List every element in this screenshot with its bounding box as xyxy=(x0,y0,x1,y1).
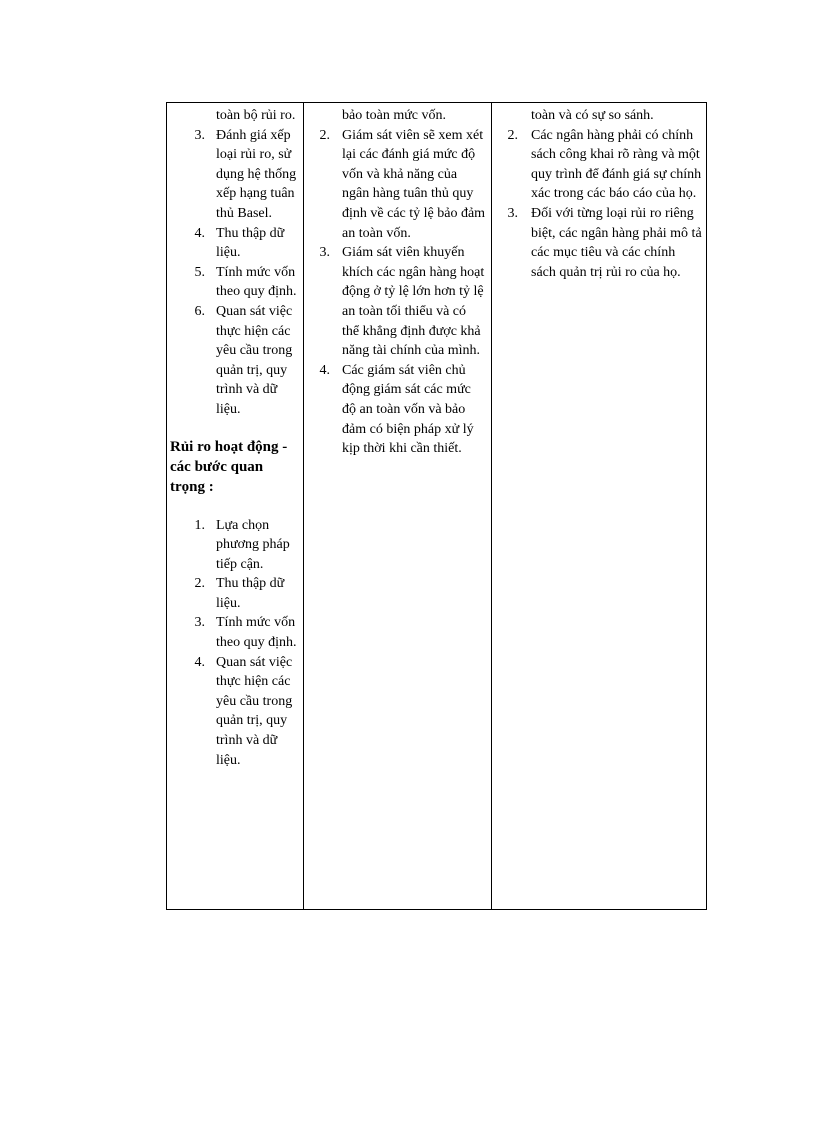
column-2-cell xyxy=(304,103,492,910)
list-item: 5. Tính mức vốn theo quy định. xyxy=(194,264,297,300)
list-item: 2. Giám sát viên sẽ xem xét lại các đánh giá mức độ vốn và khả năng của ngân hàng tuân thủ quy định về các tỷ lệ bảo đảm an toàn vốn. xyxy=(319,127,486,241)
list-item: 3. Giám sát viên khuyến khích các ngân hàng hoạt động ở tỷ lệ lớn hơn tỷ lệ an toàn tối thiểu và có thể khẳng định được khả năng tài chính của mình. xyxy=(319,245,485,359)
list-item: 3. Đối với từng loại rủi ro riêng biệt, các ngân hàng phải mô tả các mục tiêu và các chính sách quản trị rủi ro của họ. xyxy=(507,205,702,280)
list-item: 6. Quan sát việc thực hiện các yêu cầu trong quản trị, quy trình và dữ liệu. xyxy=(194,303,293,417)
list-item: 3. Tính mức vốn theo quy định. xyxy=(194,615,297,651)
list-item: 4. Thu thập dữ liệu. xyxy=(194,225,285,261)
list-item: 2. Các ngân hàng phải có chính sách công khai rõ ràng và một quy trình để đánh giá sự chính xác trong các báo cáo của họ. xyxy=(507,127,702,202)
continued-text: toàn và có sự so sánh. xyxy=(531,108,654,123)
list-item: 2. Thu thập dữ liệu. xyxy=(194,576,285,611)
continued-text: bảo toàn mức vốn. xyxy=(342,108,447,123)
operational-risk-heading: Rủi ro hoạt động - các bước quan trọng : xyxy=(170,438,288,495)
continued-text: toàn bộ rủi ro. xyxy=(216,108,296,123)
list-item: 1. Lựa chọn phương pháp tiếp cận. xyxy=(194,517,290,572)
supervision-list xyxy=(308,126,486,459)
column-1-cell xyxy=(167,103,304,910)
content-table xyxy=(166,102,707,910)
list-item: 3. Đánh giá xếp loại rủi ro, sử dụng hệ thống xếp hạng tuân thủ Basel. xyxy=(194,127,297,221)
list-item: 4. Quan sát việc thực hiện các yêu cầu trong quản trị, quy trình và dữ liệu. xyxy=(194,654,293,768)
table-row xyxy=(167,103,707,910)
risk-steps-list xyxy=(170,126,299,420)
column-3-cell xyxy=(492,103,707,910)
disclosure-list xyxy=(496,126,702,283)
operational-risk-steps-list xyxy=(170,516,299,771)
list-item: 4. Các giám sát viên chủ động giám sát các mức độ an toàn vốn và bảo đảm có biện pháp xử lý kịp thời khi cần thiết. xyxy=(319,362,474,457)
